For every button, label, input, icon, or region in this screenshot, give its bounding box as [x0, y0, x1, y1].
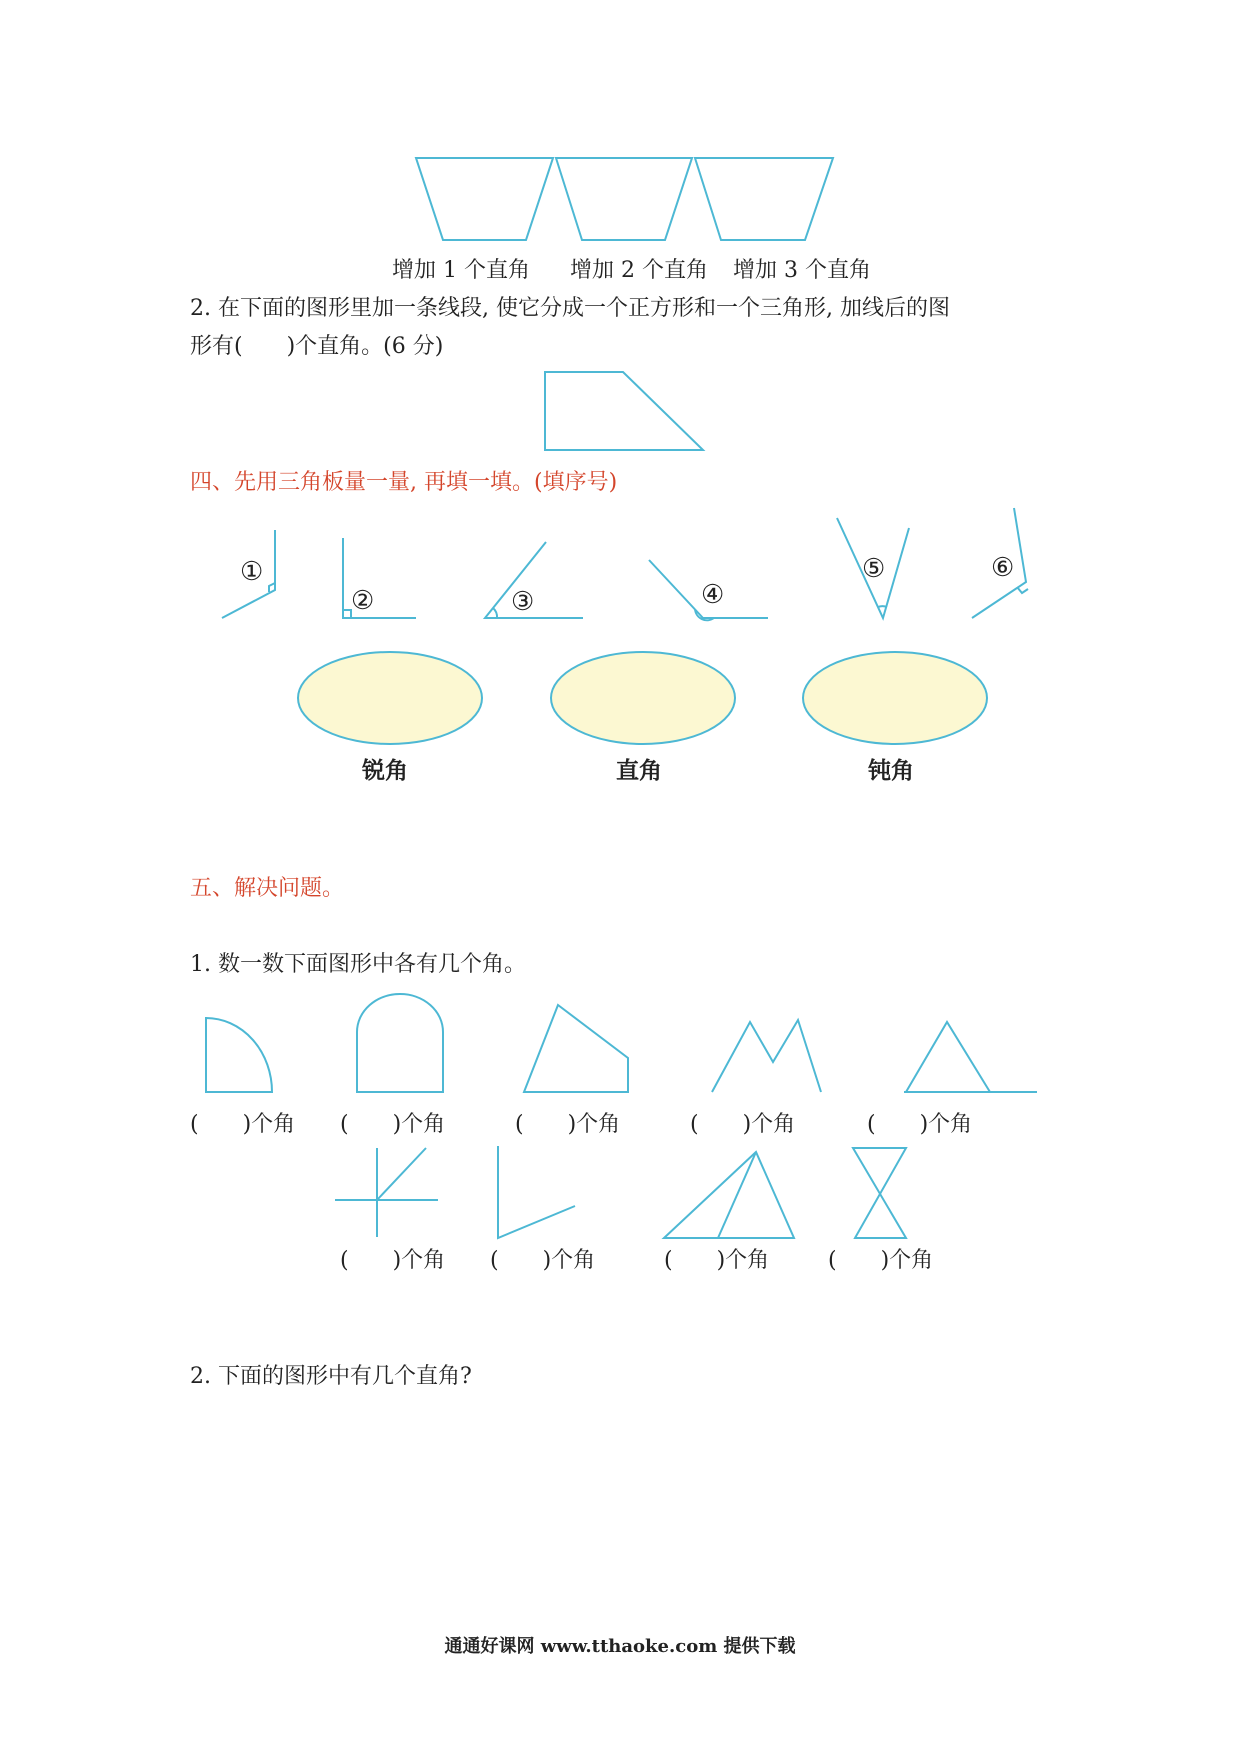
triangle-with-line	[904, 1022, 1037, 1092]
angle-number-4: ④	[701, 580, 725, 610]
angle-number-5: ⑤	[862, 554, 886, 584]
blank-row1-5[interactable]: ( )个角	[867, 1112, 973, 1137]
quarter-circle	[206, 1018, 272, 1092]
angle-number-2: ②	[351, 586, 375, 616]
blank-row1-4[interactable]: ( )个角	[690, 1112, 796, 1137]
m-shape	[712, 1020, 821, 1092]
pentagon-shape	[524, 1005, 628, 1092]
section4-heading: 四、先用三角板量一量, 再填一填。(填序号)	[190, 470, 618, 495]
q2-text-line2: 形有( )个直角。(6 分)	[190, 334, 444, 359]
category-right: 直角	[616, 758, 662, 784]
trapezoid-label-1: 增加 1 个直角	[392, 258, 530, 283]
angle-number-1: ①	[240, 557, 264, 587]
arch-shape	[357, 994, 443, 1092]
blank-row2-3[interactable]: ( )个角	[664, 1248, 770, 1273]
blank-row2-4[interactable]: ( )个角	[828, 1248, 934, 1273]
blank-row2-2[interactable]: ( )个角	[490, 1248, 596, 1273]
acute-angle-shape	[498, 1146, 575, 1238]
q2-text-line1: 2. 在下面的图形里加一条线段, 使它分成一个正方形和一个三角形, 加线后的图	[190, 296, 950, 321]
blank-row2-1[interactable]: ( )个角	[340, 1248, 446, 1273]
section5-heading: 五、解决问题。	[190, 876, 345, 901]
cross-diagonal	[335, 1148, 438, 1237]
trapezoid-label-3: 增加 3 个直角	[733, 258, 871, 283]
trapezoid-label-2: 增加 2 个直角	[570, 258, 708, 283]
hourglass-shape	[853, 1148, 906, 1238]
blank-row1-3[interactable]: ( )个角	[515, 1112, 621, 1137]
blank-row1-1[interactable]: ( )个角	[190, 1112, 296, 1137]
angle-number-3: ③	[511, 587, 535, 617]
category-acute: 锐角	[362, 758, 408, 784]
category-obtuse: 钝角	[868, 758, 914, 784]
blank-row1-2[interactable]: ( )个角	[340, 1112, 446, 1137]
triangle-split	[664, 1152, 794, 1238]
angle-number-6: ⑥	[991, 553, 1015, 583]
footer: 通通好课网 www.tthaoke.com 提供下载	[444, 1636, 796, 1657]
s5-q2-text: 2. 下面的图形中有几个直角?	[190, 1364, 472, 1389]
s5-q1-text: 1. 数一数下面图形中各有几个角。	[190, 952, 526, 977]
